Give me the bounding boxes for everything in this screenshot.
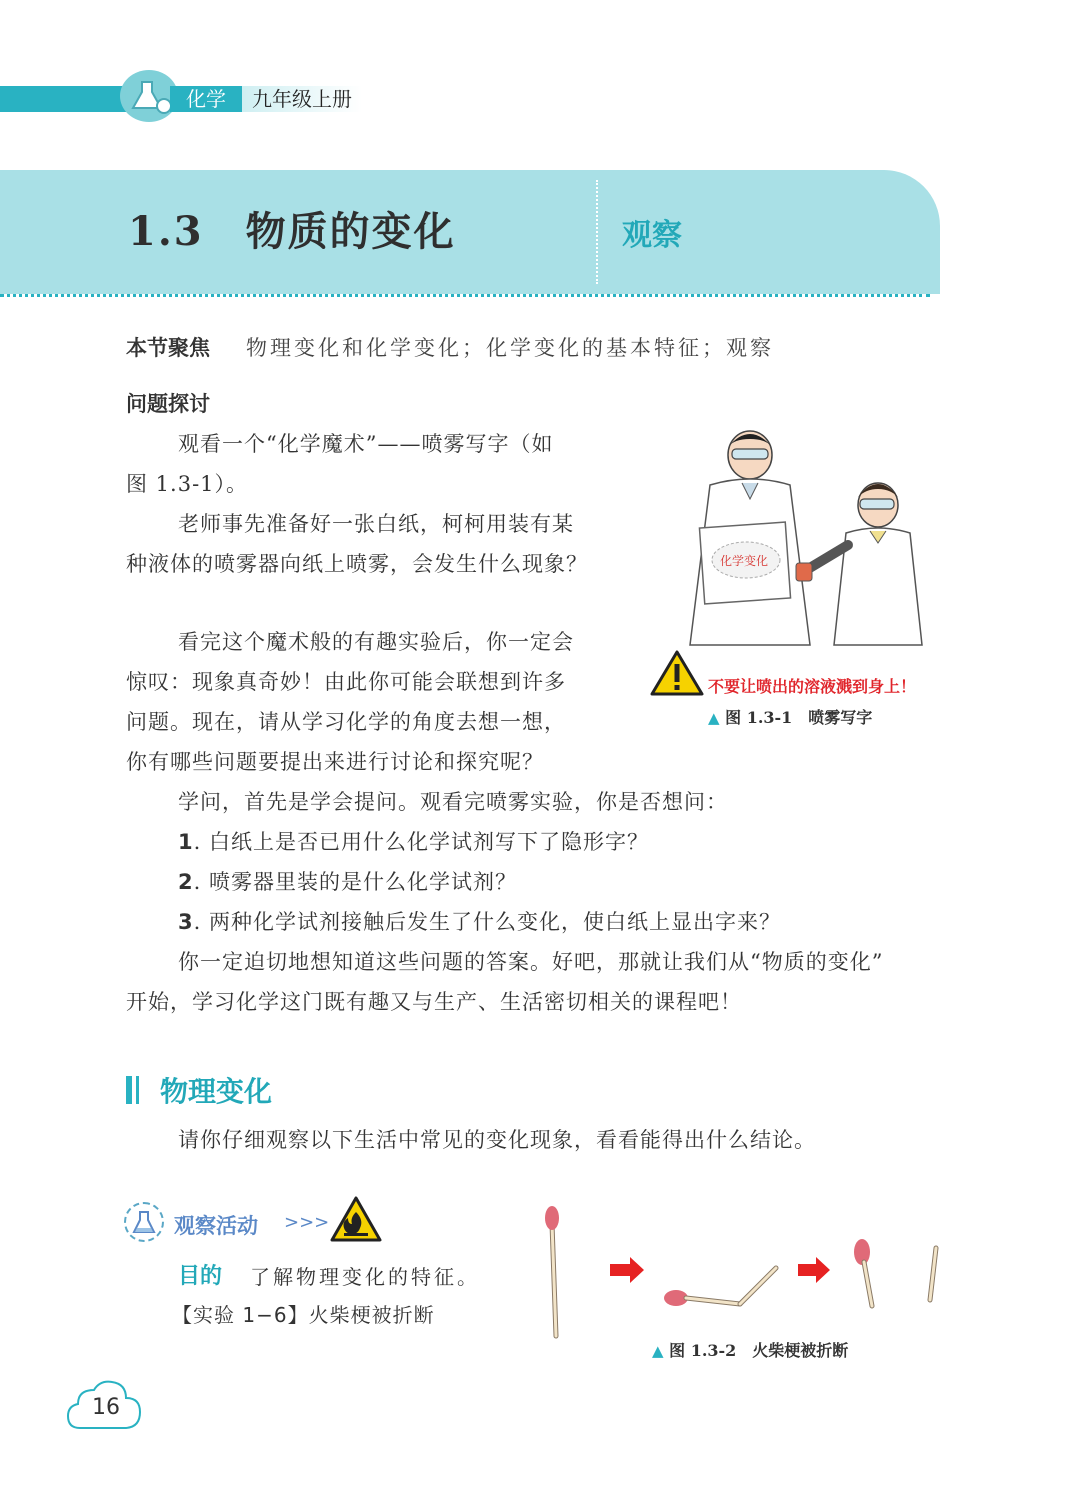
paragraph-line: 看完这个魔术般的有趣实验后，你一定会 bbox=[178, 630, 574, 654]
paper-text: 化学变化 bbox=[720, 554, 769, 568]
figure-caption bbox=[708, 705, 872, 728]
caption-arrow-icon: ▲ bbox=[708, 709, 720, 727]
question-item bbox=[178, 826, 649, 856]
header-band bbox=[0, 86, 140, 112]
banner-dotted-line bbox=[0, 294, 930, 297]
caption-arrow-icon: ▲ bbox=[652, 1342, 664, 1360]
subsection-title: 物理变化 bbox=[160, 1075, 273, 1108]
figure-caption bbox=[652, 1338, 848, 1361]
activity-title: 观察活动 bbox=[174, 1214, 258, 1238]
observation-flask-icon bbox=[124, 1202, 164, 1242]
question-item bbox=[178, 906, 781, 936]
experiment-label: 【实验 1−6】火柴梗被折断 bbox=[172, 1303, 435, 1327]
paragraph-line: 请你仔细观察以下生活中常见的变化现象，看看能得出什么结论。 bbox=[178, 1128, 816, 1152]
question-number: 3 bbox=[178, 910, 194, 934]
question-text: . 两种化学试剂接触后发生了什么变化，使白纸上显出字来？ bbox=[193, 910, 781, 934]
paragraph-line: 种液体的喷雾器向纸上喷雾，会发生什么现象？ bbox=[126, 552, 588, 576]
inquiry-heading: 问题探讨 bbox=[126, 392, 210, 416]
paragraph-line: 你有哪些问题要提出来进行讨论和探究呢？ bbox=[126, 750, 544, 774]
figure-caption-text: 图 1.3-1 喷雾写字 bbox=[725, 708, 873, 727]
question-text: . 白纸上是否已用什么化学试剂写下了隐形字？ bbox=[193, 830, 649, 854]
heading-bar bbox=[136, 1076, 139, 1104]
page-number: 16 bbox=[92, 1395, 120, 1420]
purpose-label: 目的 bbox=[178, 1264, 223, 1289]
paragraph-line: 观看一个“化学魔术”——喷雾写字（如 bbox=[178, 432, 554, 456]
question-text: . 喷雾器里装的是什么化学试剂？ bbox=[193, 870, 517, 894]
focus-label: 本节聚焦 bbox=[126, 336, 210, 360]
paragraph-line: 图 1.3-1）。 bbox=[126, 472, 249, 496]
flammable-warning-icon bbox=[330, 1196, 382, 1242]
question-number: 1 bbox=[178, 830, 194, 854]
spray-writing-illustration bbox=[650, 425, 940, 647]
heading-bar bbox=[126, 1076, 132, 1104]
question-item bbox=[178, 866, 517, 896]
section-method: 观察 bbox=[622, 218, 682, 253]
warning-text: 不要让喷出的溶液溅到身上！ bbox=[708, 677, 917, 696]
grade-label: 九年级上册 bbox=[242, 86, 362, 112]
matchstick-illustration bbox=[540, 1200, 950, 1342]
paragraph-line: 老师事先准备好一张白纸，柯柯用装有某 bbox=[178, 512, 574, 536]
purpose-text: 了解物理变化的特征。 bbox=[250, 1265, 480, 1289]
paragraph-line: 开始，学习化学这门既有趣又与生产、生活密切相关的课程吧！ bbox=[126, 990, 742, 1014]
paragraph-line: 你一定迫切地想知道这些问题的答案。好吧，那就让我们从“物质的变化” bbox=[178, 950, 884, 974]
paragraph-line: 问题。现在，请从学习化学的角度去想一想， bbox=[126, 710, 566, 734]
figure-caption-text: 图 1.3-2 火柴梗被折断 bbox=[669, 1341, 849, 1360]
paragraph-line: 学问，首先是学会提问。观看完喷雾实验，你是否想问： bbox=[178, 790, 728, 814]
warning-icon bbox=[650, 650, 704, 696]
question-number: 2 bbox=[178, 870, 194, 894]
banner-divider bbox=[596, 180, 598, 284]
section-title: 1.3 物质的变化 bbox=[128, 208, 456, 255]
activity-chevrons: >>> bbox=[284, 1212, 330, 1233]
paragraph-line: 惊叹：现象真奇妙！由此你可能会联想到许多 bbox=[126, 670, 566, 694]
focus-text: 物理变化和化学变化；化学变化的基本特征；观察 bbox=[246, 336, 774, 360]
subject-label: 化学 bbox=[170, 86, 242, 112]
